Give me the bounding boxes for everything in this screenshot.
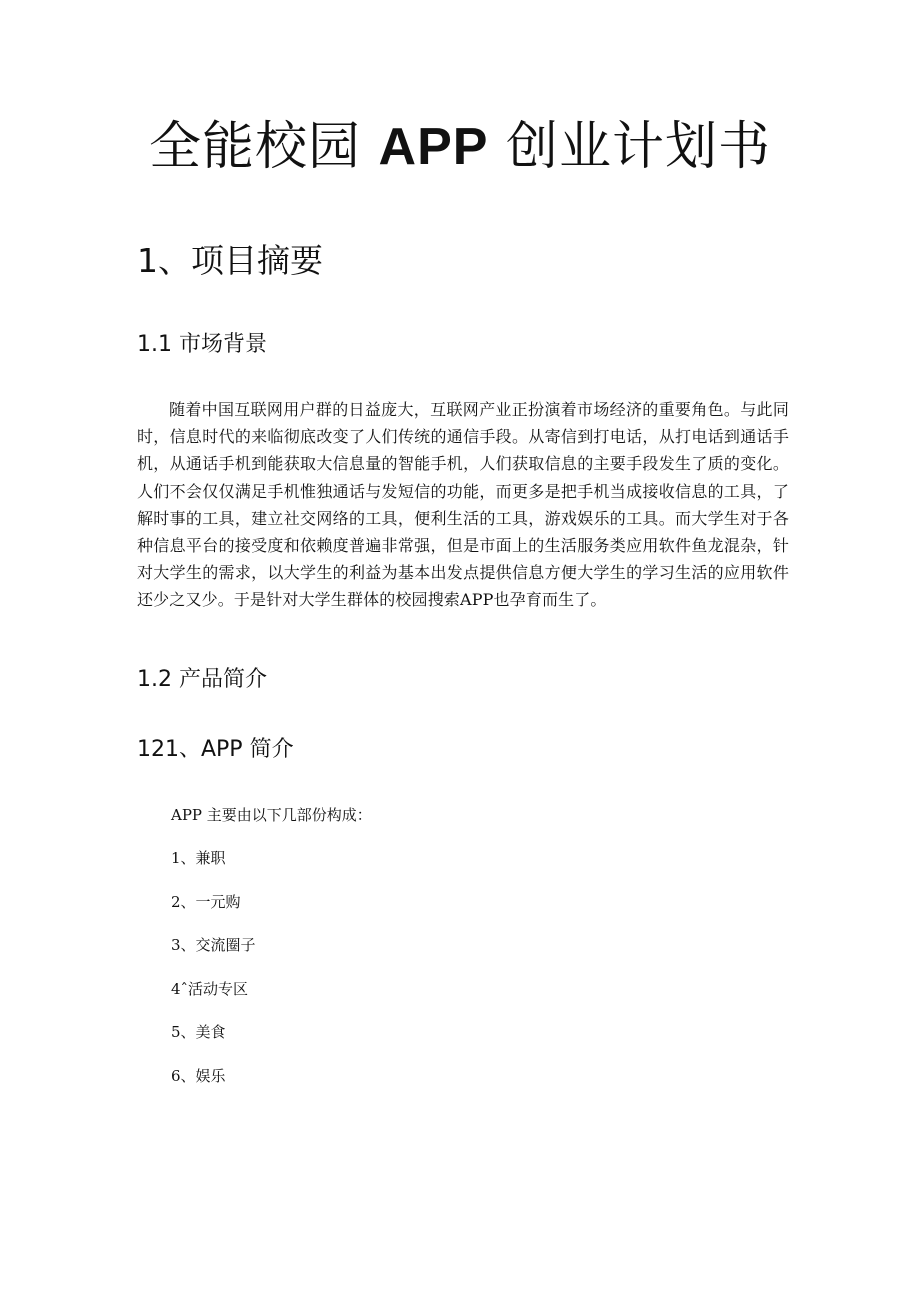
document-title [0,112,920,182]
title-plan-part: 创业计划书 [505,117,771,177]
list-item: 1、兼职 [171,849,226,867]
market-background-paragraph: 随着中国互联网用户群的日益庞大，互联网产业正扮演着市场经济的重要角色。与此同时，信息时代的来临彻底改变了人们传统的通信手段。从寄信到打电话，从打电话到通话手机，从通话手机到能获取大信息量的智能手机，人们获取信息的主要手段发生了质的变化。人们不会仅仅满足手机惟独通话与发短信的功能，而更多是把手机当成接收信息的工具，了解时事的工具，建立社交网络的工具，便利生活的工具，游戏娱乐的工具。而大学生对于各种信息平台的接受度和依赖度普遍非常强，但是市面上的生活服务类应用软件鱼龙混杂，针对大学生的需求，以大学生的利益为基本出发点提供信息方便大学生的学习生活的应用软件还少之又少。于是针对大学生群体的校园搜索APP也孕育而生了。 [137,400,789,610]
section-1-2-1-heading: 121、APP 简介 [137,737,294,762]
section-1-1-heading: 1.1 市场背景 [137,332,267,357]
list-item: 3、交流圈子 [171,936,256,955]
title-app-part: APP [378,118,489,176]
component-list [171,846,256,1108]
list-item: 5、美食 [171,1023,226,1042]
title-chinese-part: 全能校园 [148,117,361,177]
app-intro-text: APP 主要由以下几部份构成： [171,806,372,824]
section-1-2-heading: 1.2 产品简介 [137,667,267,692]
list-item: 4ˆ活动专区 [171,979,249,998]
section-1-heading: 1、项目摘要 [137,241,323,280]
list-item: 2、一元购 [171,892,241,911]
list-item: 6、娱乐 [171,1066,226,1085]
